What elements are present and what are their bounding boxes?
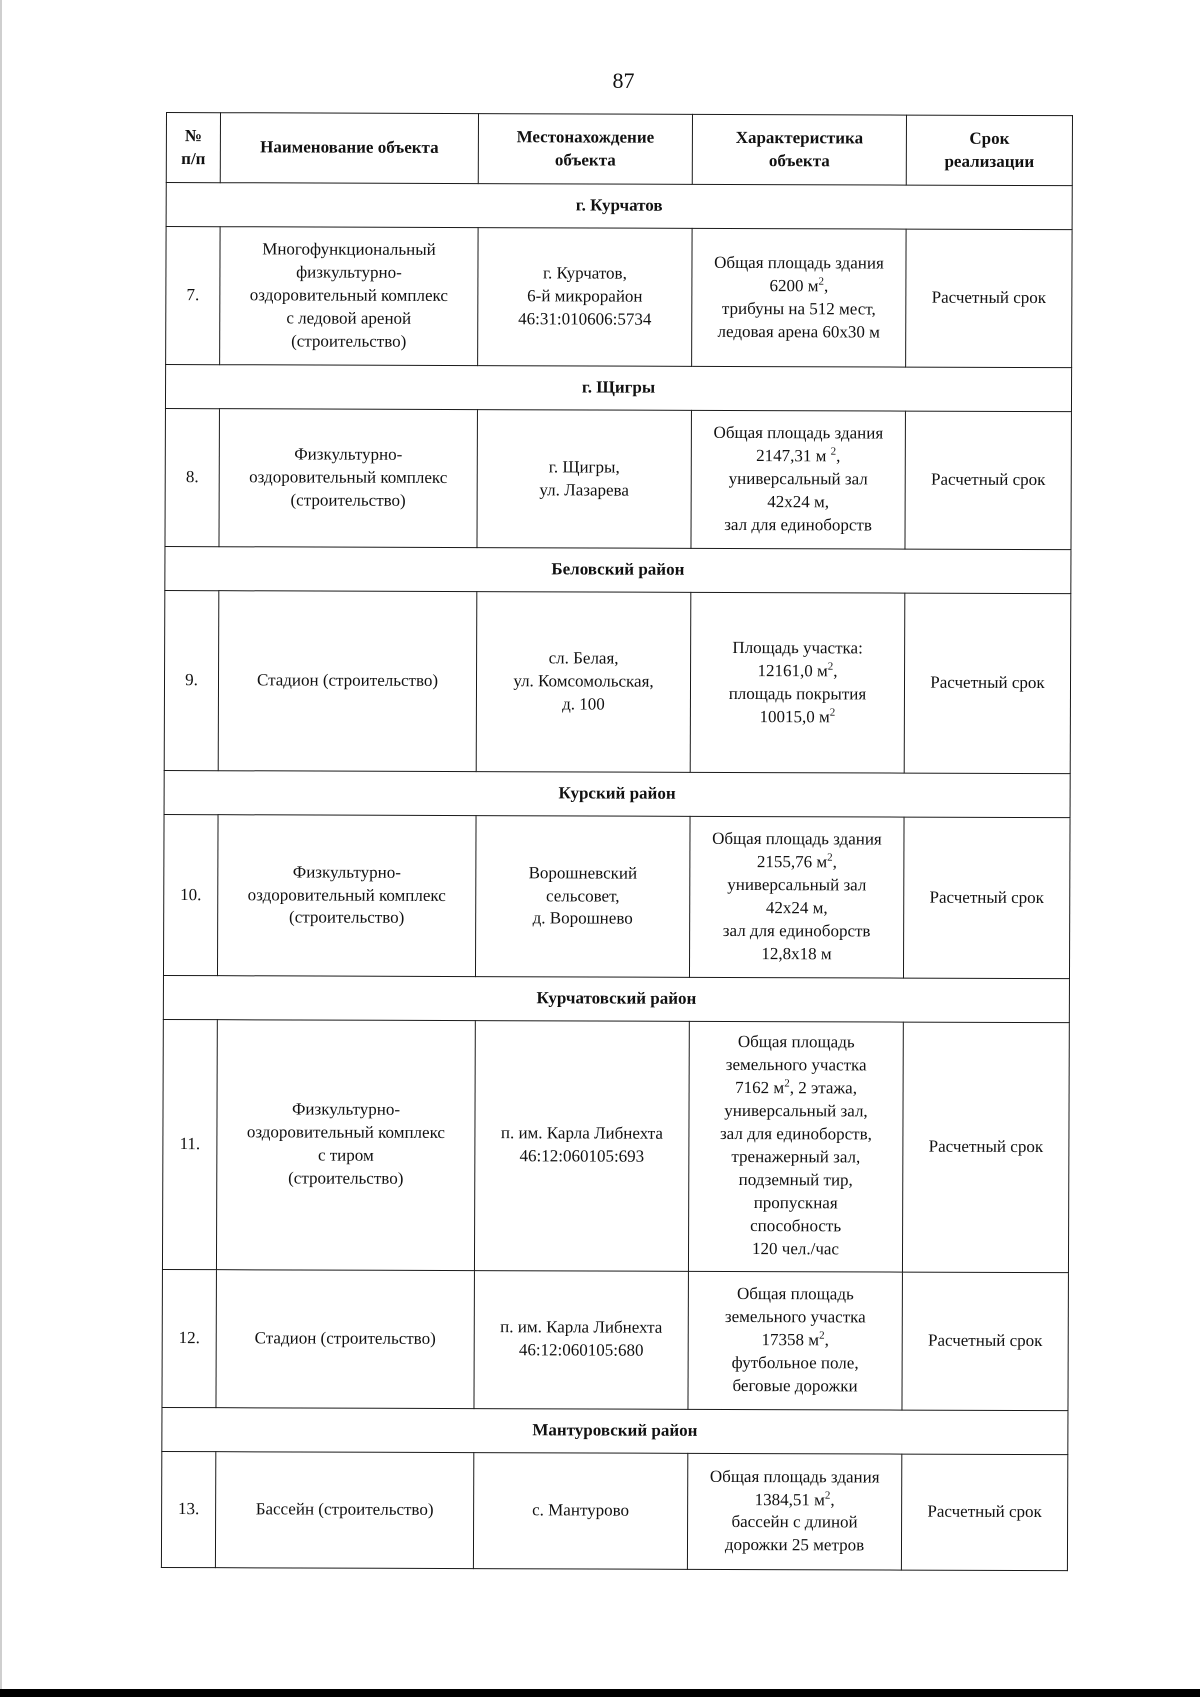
section-title: Курчатовский район — [163, 975, 1069, 1022]
object-characteristics — [687, 1453, 901, 1570]
cell-line: дорожки 25 метров — [724, 1535, 865, 1555]
row-number: 11. — [162, 1019, 217, 1269]
cell-line: Общая площадь здания — [712, 829, 882, 849]
scan-edge — [0, 0, 2, 1697]
cell-line: футбольное поле, — [731, 1352, 859, 1373]
cell-line: сельсовет, — [546, 885, 620, 906]
cell-line: с ледовой ареной — [286, 308, 412, 328]
cell-line: площадь покрытия — [728, 683, 867, 704]
cell-line: 2147,31 м $^2$, — [756, 445, 841, 466]
section-row — [162, 1407, 1068, 1454]
section-title: Мантуровский район — [162, 1407, 1068, 1454]
cell-line: универсальный зал — [728, 469, 868, 489]
cell-line: ледовая арена 60х30 м — [717, 321, 880, 342]
cell-line: 46:31:010606:5734 — [518, 309, 652, 329]
cell-line: Стадион (строительство) — [256, 670, 439, 691]
implementation-term: Расчетный срок — [901, 1454, 1067, 1571]
row-number: 12. — [162, 1269, 216, 1407]
cell-line: Общая площадь здания — [713, 423, 884, 443]
row-number: 10. — [163, 815, 218, 975]
cell-line: 10015,0 $м^2$ — [759, 706, 836, 727]
object-characteristics — [688, 1021, 903, 1272]
table-header-row — [166, 113, 1072, 186]
cell-line: Площадь участка: — [732, 637, 863, 658]
cell-line: 17358 $м^2$, — [761, 1329, 829, 1350]
cell-line: трибуны на 512 мест, — [721, 298, 876, 319]
object-location — [478, 228, 692, 367]
section-title: Курский район — [164, 771, 1070, 818]
object-characteristics — [691, 410, 905, 549]
table-row — [161, 1451, 1067, 1570]
cell-line: земельного участка — [724, 1306, 866, 1327]
object-name — [219, 409, 477, 548]
cell-line: Ворошневский — [528, 862, 638, 883]
cell-line: с. Мантурово — [532, 1500, 630, 1520]
section-row — [165, 547, 1071, 594]
object-name — [218, 591, 477, 772]
cell-line: Физкультурно- — [294, 444, 403, 465]
cell-line: 6200 $м^2$, — [769, 275, 829, 295]
table-row — [166, 227, 1072, 368]
cell-line: оздоровительный комплекс — [246, 1122, 446, 1143]
cell-line: Физкультурно- — [292, 862, 401, 882]
object-location — [474, 1020, 689, 1271]
implementation-term: Расчетный срок — [904, 593, 1071, 774]
object-characteristics — [688, 1271, 902, 1410]
section-title: г. Курчатов — [166, 183, 1072, 230]
cell-line: 120 чел./час — [752, 1238, 840, 1259]
cell-line: п. им. Карла Либнехта — [500, 1317, 663, 1338]
section-title: г. Щигры — [165, 365, 1071, 412]
cell-line: Многофункциональный — [262, 239, 436, 260]
header-characteristics: Характеристика объекта — [692, 114, 906, 185]
cell-line: физкультурно- — [296, 262, 402, 282]
cell-line: 46:12:060105:693 — [519, 1146, 645, 1166]
object-name — [215, 1452, 473, 1569]
header-location: Местонахождение объекта — [478, 114, 692, 185]
object-name — [216, 1019, 475, 1270]
cell-line: Общая площадь — [736, 1283, 854, 1304]
cell-line: Общая площадь здания — [714, 252, 884, 273]
table-row — [162, 1269, 1068, 1410]
section-row — [164, 771, 1070, 818]
cell-line: (строительство) — [288, 1168, 404, 1188]
cell-line: 42х24 м, — [767, 492, 830, 512]
cell-line: п. им. Карла Либнехта — [500, 1123, 664, 1143]
cell-line: оздоровительный комплекс — [247, 884, 446, 905]
implementation-term: Расчетный срок — [903, 818, 1070, 979]
cell-line: 6-й микрорайон — [527, 286, 643, 306]
cell-line: 46:12:060105:680 — [518, 1340, 644, 1360]
page-number: 87 — [612, 68, 635, 93]
cell-line: бассейн с длиной — [731, 1512, 858, 1532]
cell-line: 2155,76 $м^2$, — [756, 851, 837, 872]
cell-line: беговые дорожки — [732, 1375, 858, 1396]
objects-table — [161, 112, 1073, 1571]
table-row — [162, 1019, 1069, 1272]
object-characteristics — [689, 817, 904, 978]
section-row — [165, 365, 1071, 412]
implementation-term: Расчетный срок — [902, 1022, 1069, 1273]
cell-line: земельного участка — [725, 1055, 867, 1075]
row-number: 9. — [164, 591, 219, 771]
cell-line: сл. Белая, — [548, 648, 619, 669]
cell-line: 42х24 м, — [765, 898, 828, 918]
object-location — [476, 592, 691, 773]
object-characteristics — [690, 593, 905, 774]
row-number: 8. — [165, 409, 219, 547]
cell-line: оздоровительный комплекс — [249, 467, 448, 488]
implementation-term: Расчетный срок — [906, 229, 1072, 368]
cell-line: тренажерный зал, — [731, 1147, 861, 1167]
cell-line: 12161,0 $м^2$, — [757, 660, 838, 681]
cell-line: 12,8х18 м — [761, 943, 832, 964]
section-row — [166, 183, 1072, 230]
cell-line: г. Курчатов, — [542, 263, 627, 283]
row-number: 13. — [161, 1451, 215, 1567]
object-location — [477, 410, 691, 549]
cell-line: г. Щигры, — [548, 457, 620, 477]
object-location — [473, 1452, 687, 1569]
cell-line: (строительство) — [291, 331, 407, 351]
section-title: Беловский район — [165, 547, 1071, 594]
implementation-term: Расчетный срок — [902, 1272, 1068, 1411]
object-name — [220, 227, 478, 366]
table-body — [161, 183, 1072, 1571]
cell-line: Общая площадь — [737, 1032, 855, 1052]
row-number: 7. — [166, 227, 220, 365]
header-term: Срок реализации — [906, 115, 1072, 186]
cell-line: универсальный зал — [727, 875, 867, 895]
object-location — [475, 816, 690, 977]
cell-line: ул. Лазарева — [539, 480, 629, 500]
object-location — [474, 1270, 688, 1409]
object-characteristics — [692, 228, 906, 367]
cell-line: 1384,51 $м^2$, — [754, 1489, 835, 1509]
cell-line: с тиром — [317, 1145, 374, 1165]
object-name — [217, 815, 476, 976]
table-row — [163, 815, 1070, 978]
cell-line: способность — [750, 1216, 842, 1236]
scan-border — [0, 1689, 1200, 1697]
cell-line: зал для единоборств, — [719, 1124, 872, 1144]
cell-line: (строительство) — [290, 490, 406, 511]
section-row — [163, 975, 1069, 1022]
cell-line: зал для единоборств — [724, 515, 872, 535]
cell-line: (строительство) — [289, 907, 405, 928]
implementation-term: Расчетный срок — [905, 411, 1071, 550]
cell-line: подземный тир, — [738, 1170, 853, 1190]
cell-line: ул. Комсомольская, — [513, 671, 654, 692]
cell-line: д. Ворошнево — [532, 908, 633, 929]
cell-line: Бассейн (строительство) — [255, 1499, 434, 1519]
header-name: Наименование объекта — [220, 113, 478, 184]
cell-line: универсальный зал, — [724, 1101, 868, 1121]
cell-line: д. 100 — [562, 694, 605, 714]
cell-line: пропускная — [753, 1193, 838, 1213]
table-row — [165, 409, 1071, 550]
cell-line: 7162 $м^2$, 2 этажа, — [735, 1077, 858, 1098]
cell-line: Физкультурно- — [291, 1099, 401, 1120]
cell-line: зал для единоборств — [722, 920, 871, 941]
cell-line: оздоровительный комплекс — [249, 285, 448, 306]
table-row — [164, 591, 1071, 774]
cell-line: Стадион (строительство) — [254, 1328, 436, 1348]
object-name — [216, 1269, 474, 1408]
cell-line: Общая площадь здания — [709, 1466, 880, 1487]
header-num: № п/п — [166, 113, 220, 183]
